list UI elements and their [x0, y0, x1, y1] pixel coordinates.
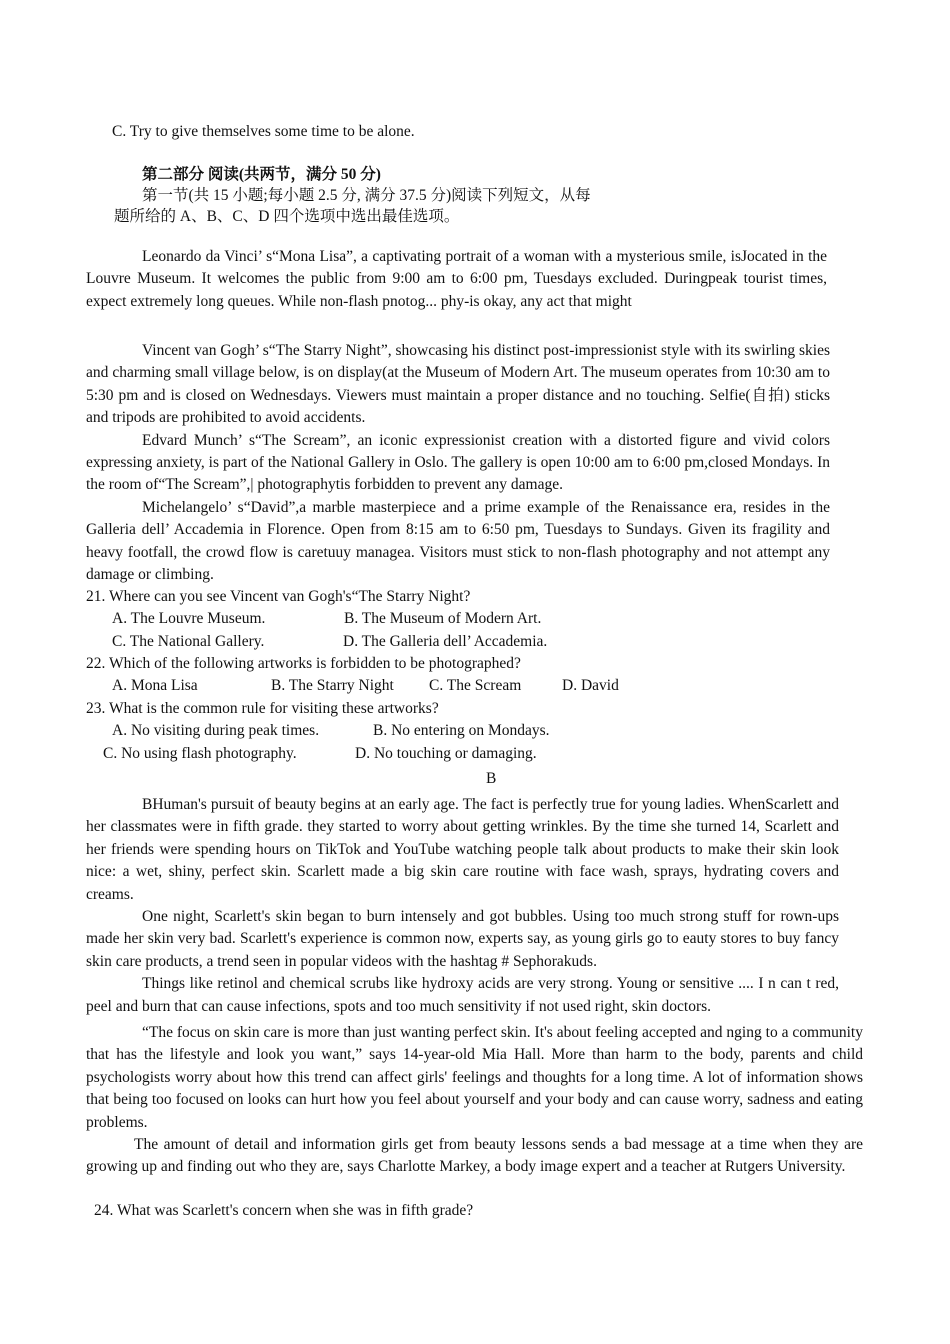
previous-question-option-c: C. Try to give themselves some time to be alone.	[112, 123, 415, 140]
question-21-option-b: B. The Museum of Modern Art.	[344, 610, 542, 627]
question-21-option-c: C. The National Gallery.	[112, 633, 265, 650]
passage-b-paragraphs-1	[86, 794, 839, 1018]
question-22-option-c: C. The Scream	[429, 677, 522, 694]
question-21-stem: 21. Where can you see Vincent van Gogh's“The Starry Night?	[86, 588, 471, 605]
passage-a-paragraph-1: Leonardo da Vinci’ s“Mona Lisa”, a captivating portrait of a woman with a mysterious smile, isJocated in the Louvre Museum. It welcomes the public from 9:00 am to 6:00 pm, Tuesdays excluded. Duringpeak tourist times, expect extremely long queues. While non-flash pnotog... phy-is okay, any act that might	[86, 248, 827, 310]
question-23-option-b: B. No entering on Mondays.	[373, 722, 550, 739]
section-instructions-line2: 题所给的 A、B、C、D 四个选项中选出最佳选项。	[114, 208, 460, 225]
question-21-option-d: D. The Galleria dell’ Accademia.	[343, 633, 548, 650]
passage-b-paragraph-1: BHuman's pursuit of beauty begins at an early age. The fact is perfectly true for young ladies. WhenScarlett and her classmates were in fifth grade. they started to worry about getting wrinkles. By the time she turned 14, Scarlett and her friends were spending hours on TikTok and YouTube watching people talk about products to make their skin look nice: a wet, shiny, perfect skin. Scarlett made a big skin care routine with face wash, sprays, hydrating covers and creams.	[86, 796, 839, 903]
passage-b-paragraphs-2	[86, 1022, 863, 1179]
question-24-stem: 24. What was Scarlett's concern when she was in fifth grade?	[94, 1202, 474, 1219]
question-23-option-a: A. No visiting during peak times.	[112, 722, 320, 739]
passage-b-paragraph-4: “The focus on skin care is more than just wanting perfect skin. It's about feeling accepted and nging to a community that has the lifestyle and look you want,” says 14-year-old Mia Hall. More than harm to the body, parents and child psychologists worry about how this trend can affect girls' feelings and thoughts for a long time. A lot of information shows that being too focused on looks can hurt how you feel about yourself and your body and can cause worry, sadness and eating problems.	[86, 1024, 863, 1131]
question-22-option-a: A. Mona Lisa	[112, 677, 198, 694]
question-23-option-d: D. No touching or damaging.	[355, 745, 537, 762]
passage-a-paragraphs	[86, 340, 830, 586]
passage-b-paragraph-5: The amount of detail and information girls get from beauty lessons sends a bad message at a time when they are growing up and finding out who they are, says Charlotte Markey, a body image expert and a teacher at Rutgers University.	[86, 1136, 863, 1176]
question-23-stem: 23. What is the common rule for visiting these artworks?	[86, 700, 439, 717]
passage-a-paragraph-3: Edvard Munch’ s“The Scream”, an iconic expressionist creation with a distorted figure and vivid colors expressing anxiety, is part of the National Gallery in Oslo. The gallery is open 10:00 am to 6:00 pm,closed Mondays. In the room of“The Scream”,| photographytis forbidden to prevent any damage.	[86, 431, 830, 494]
passage-b-paragraph-2: One night, Scarlett's skin began to burn intensely and got bubbles. Using too much strong stuff for rown-ups made her skin very bad. Scarlett's experience is common now, experts say, as young girls go to eauty stores to buy fancy skin care products, a trend seen in popular videos with the hashtag # Sephorakuds.	[86, 908, 839, 970]
passage-a-paragraph-2: Vincent van Gogh’ s“The Starry Night”, showcasing his distinct post-impressionist style with its swirling skies and charming small village below, is on display(at the Museum of Modern Art. The museum operates from 10:30 am to 5:30 pm and is closed on Wednesdays. Viewers must maintain a proper distance and no touching. Selfie(自拍) sticks and tripods are prohibited to avoid accidents.	[86, 342, 830, 427]
section-heading: 第二部分 阅读(共两节，满分 50 分)	[142, 166, 381, 183]
passage-b-paragraph-3: Things like retinol and chemical scrubs like hydroxy acids are very strong. Young or sensitive .... I n can t red, peel and burn that can cause infections, spots and too much sensitivity if not used right, skin doctors.	[86, 975, 839, 1015]
passage-b-label: B	[486, 770, 497, 787]
section-instructions-line1: 第一节(共 15 小题;每小题 2.5 分, 满分 37.5 分)阅读下列短文，从每	[142, 187, 591, 204]
question-22-stem: 22. Which of the following artworks is forbidden to be photographed?	[86, 655, 521, 672]
question-23-option-c: C. No using flash photography.	[103, 745, 297, 762]
passage-a-paragraph-4: Michelangelo’ s“David”,a marble masterpiece and a prime example of the Renaissance era, resides in the Galleria dell’ Accademia in Florence. Open from 8:15 am to 6:50 pm, Tuesdays to Sundays. Given its fragility and heavy footfall, the crowd flow is caretuuy managea. Visitors must stick to non-flash photography and not attempt any damage or climbing.	[86, 498, 830, 584]
question-21-option-a: A. The Louvre Museum.	[112, 610, 266, 627]
question-22-option-b: B. The Starry Night	[271, 677, 394, 694]
question-22-option-d: D. David	[562, 677, 619, 694]
